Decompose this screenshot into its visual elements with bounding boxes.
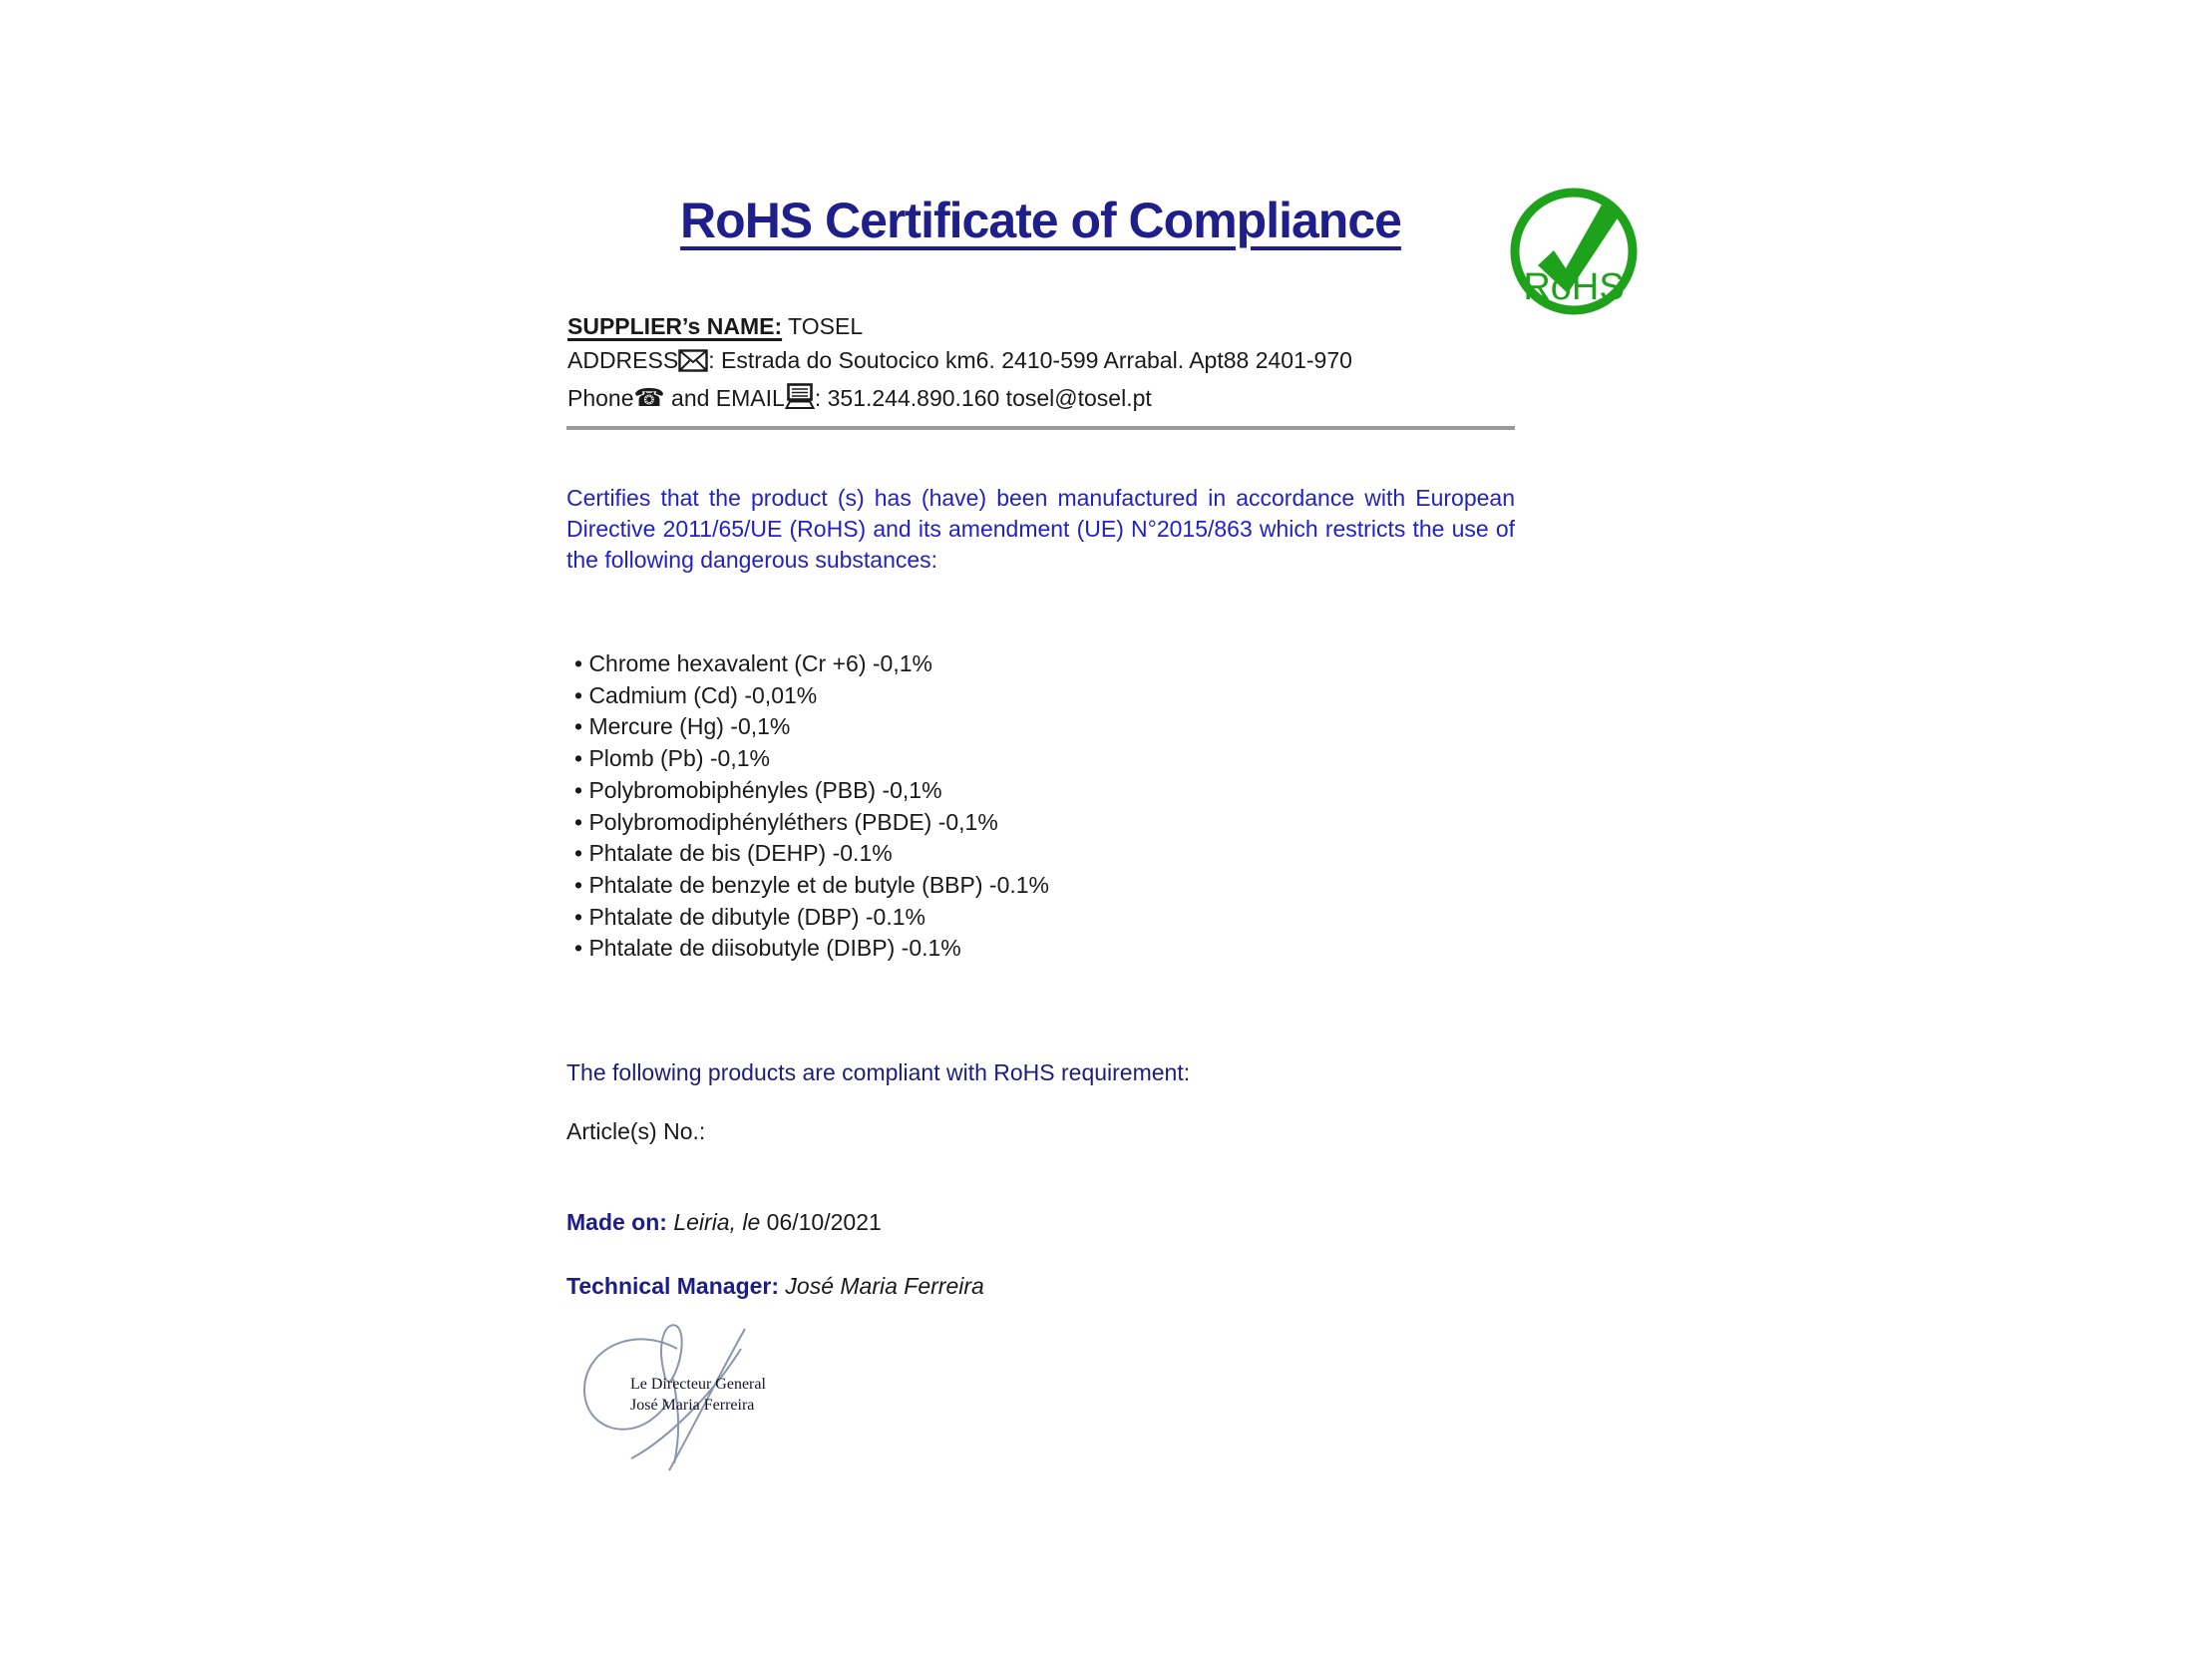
substance-list-item: • Phtalate de benzyle et de butyle (BBP) -0.1% <box>574 871 1049 898</box>
supplier-name-label: SUPPLIER’s NAME: <box>567 313 783 339</box>
substance-list-item: • Polybromobiphényles (PBB) -0,1% <box>574 776 942 803</box>
made-on-place: Leiria, le <box>673 1209 761 1235</box>
address-label: ADDRESS <box>567 347 679 373</box>
signature-name: José Maria Ferreira <box>630 1397 755 1414</box>
substance-list-item: • Phtalate de bis (DEHP) -0.1% <box>574 840 893 867</box>
made-on-line <box>566 1209 882 1236</box>
signature-text <box>630 1374 766 1416</box>
rohs-logo-label: RoHS <box>1523 266 1625 308</box>
contact-value: : 351.244.890.160 tosel@tosel.pt <box>814 385 1152 411</box>
substance-list-item: • Plomb (Pb) -0,1% <box>574 745 770 772</box>
manager-label: Technical Manager: <box>566 1273 780 1299</box>
supplier-block <box>567 309 1545 419</box>
substance-list-item: • Phtalate de dibutyle (DBP) -0.1% <box>574 903 925 930</box>
signature-title: Le Directeur General <box>630 1376 766 1393</box>
substance-list-item: • Cadmium (Cd) -0,01% <box>574 681 818 708</box>
substances-list <box>574 648 1049 965</box>
substance-list-item: • Polybromodiphényléthers (PBDE) -0,1% <box>574 808 998 835</box>
certification-statement: Certifies that the product (s) has (have) been manufactured in accordance with European Directive 2011/65/UE (RoHS) and its amendment (UE) N°2015/863 which restricts the use of the following dangerous substances: <box>566 485 1515 573</box>
substance-list-item: • Mercure (Hg) -0,1% <box>574 713 791 740</box>
phone-icon: ☎ <box>633 383 665 412</box>
articles-label: Article(s) No.: <box>566 1118 706 1144</box>
email-label: and EMAIL <box>664 385 785 411</box>
signature-block <box>573 1319 843 1488</box>
substance-list-item: • Phtalate de diisobutyle (DIBP) -0.1% <box>574 935 961 962</box>
manager-line <box>566 1273 984 1300</box>
page-title: RoHS Certificate of Compliance <box>680 193 1401 248</box>
supplier-contact-line <box>567 381 1545 419</box>
made-on-date: 06/10/2021 <box>766 1209 882 1235</box>
computer-icon <box>785 383 815 419</box>
manager-name: José Maria Ferreira <box>785 1273 984 1299</box>
supplier-address-line <box>567 343 1545 381</box>
address-value: : Estrada do Soutocico km6. 2410-599 Arrabal. Apt88 2401-970 <box>708 347 1352 373</box>
substance-list-item: • Chrome hexavalent (Cr +6) -0,1% <box>574 650 932 676</box>
phone-label: Phone <box>567 385 634 411</box>
envelope-icon <box>678 347 708 381</box>
supplier-name-line <box>567 309 1545 343</box>
divider-line <box>566 426 1515 430</box>
supplier-name-value: TOSEL <box>788 313 864 339</box>
compliance-statement: The following products are compliant with RoHS requirement: <box>566 1059 1191 1085</box>
made-on-label: Made on: <box>566 1209 667 1235</box>
